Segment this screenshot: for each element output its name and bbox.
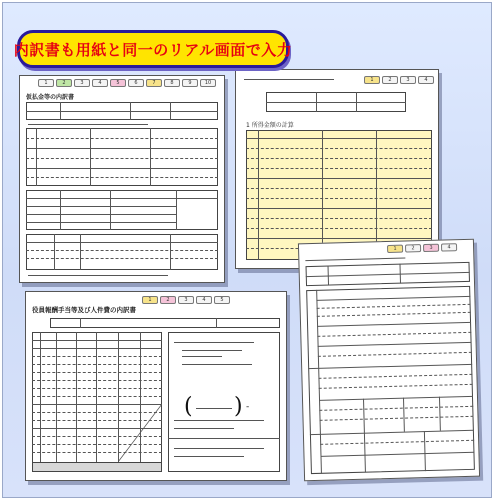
sheet1-tab[interactable]: 6	[128, 79, 144, 87]
sheet1-tab[interactable]: 4	[92, 79, 108, 87]
sheet3-title: 役員報酬手当等及び人件費の内訳書	[32, 306, 136, 314]
sheet2-tab[interactable]: 4	[418, 76, 434, 84]
headline-banner	[13, 30, 293, 68]
form-sheet-loan-details[interactable]	[19, 75, 225, 283]
sheet2-section-title: 1 所得金額の計算	[246, 122, 294, 129]
sheet2-tab[interactable]: 2	[382, 76, 398, 84]
sheet4-tab[interactable]: 4	[441, 243, 457, 251]
sheet4-tab-bar	[387, 243, 457, 253]
sheet4-tab[interactable]: 3	[423, 244, 439, 252]
sheet1-tab[interactable]: 1	[38, 79, 54, 87]
sheet3-bracket-left: (	[184, 394, 193, 419]
background-frame	[2, 2, 492, 498]
sheet1-tab[interactable]: 8	[164, 79, 180, 87]
sheet3-tab[interactable]: 1	[142, 296, 158, 304]
sheet2-tab[interactable]: 1	[364, 76, 380, 84]
sheet1-tab[interactable]: 10	[200, 79, 216, 87]
sheet3-header-grid	[50, 318, 280, 328]
sheet2-tab-bar	[364, 76, 434, 84]
sheet1-tab[interactable]: 9	[182, 79, 198, 87]
sheet3-tab[interactable]: 5	[214, 296, 230, 304]
sheet3-tab[interactable]: 3	[178, 296, 194, 304]
headline-text: 内訳書も用紙と同一のリアル画面で入力	[13, 40, 293, 59]
form-sheet-income-calc[interactable]	[235, 69, 439, 269]
sheet3-bracket-right: )	[234, 394, 243, 419]
sheet3-total-cell	[32, 462, 162, 472]
sheet4-tab[interactable]: 1	[387, 245, 403, 253]
sheet1-tab[interactable]: 3	[74, 79, 90, 87]
sheet1-section-b	[26, 190, 218, 230]
sheet1-tab[interactable]: 2	[56, 79, 72, 87]
sheet1-tab[interactable]: 5	[110, 79, 126, 87]
sheet2-tab[interactable]: 3	[400, 76, 416, 84]
sheet1-title: 仮払金等の内訳書	[26, 94, 75, 101]
sheet1-tab[interactable]: 7	[146, 79, 162, 87]
sheet3-tab-bar	[142, 296, 230, 304]
sheet3-tab[interactable]: 2	[160, 296, 176, 304]
sheet3-minus-sign: -	[246, 402, 250, 412]
form-sheet-officer-pay[interactable]	[25, 291, 287, 481]
sheet3-diagonal-lines	[118, 404, 162, 462]
sheet3-tab[interactable]: 4	[196, 296, 212, 304]
sheet1-tab-bar	[38, 79, 216, 87]
sheet4-tab[interactable]: 2	[405, 244, 421, 252]
form-sheet-application[interactable]	[298, 239, 480, 482]
